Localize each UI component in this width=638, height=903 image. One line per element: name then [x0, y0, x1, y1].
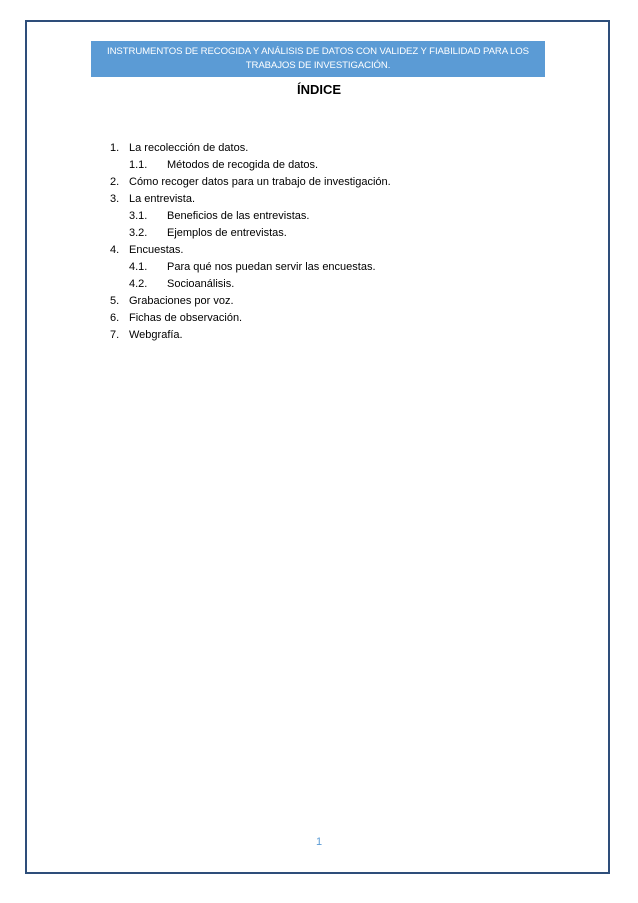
toc-entry-text: Fichas de observación. — [129, 312, 243, 324]
toc-entry — [110, 140, 570, 157]
toc-entry-number: 2. — [110, 176, 120, 188]
toc-entry-number: 3.1. — [129, 210, 148, 222]
toc-entry-text: Grabaciones por voz. — [129, 295, 234, 307]
toc-entry-number: 3. — [110, 193, 120, 205]
toc-entry — [110, 259, 570, 276]
page-title: ÍNDICE — [296, 82, 342, 97]
toc-entry-text: La entrevista. — [129, 193, 196, 205]
page-number: 1 — [315, 836, 323, 848]
toc-entry-number: 6. — [110, 312, 120, 324]
toc-entry-text: Webgrafía. — [129, 329, 183, 341]
toc-entry-number: 5. — [110, 295, 120, 307]
document-header — [91, 41, 545, 77]
toc-entry-number: 4.2. — [129, 278, 148, 290]
toc-entry-number: 3.2. — [129, 227, 148, 239]
toc-entry-text: Métodos de recogida de datos. — [167, 159, 319, 171]
toc-entry — [110, 157, 570, 174]
toc-entry — [110, 310, 570, 327]
toc-entry — [110, 208, 570, 225]
toc-entry-text: Socioanálisis. — [167, 278, 235, 290]
toc-entry — [110, 225, 570, 242]
toc-entry — [110, 242, 570, 259]
toc-entry-text: Para qué nos puedan servir las encuestas. — [167, 261, 376, 273]
toc-entry-number: 7. — [110, 329, 120, 341]
toc-entry-number: 4.1. — [129, 261, 148, 273]
header-line-2: TRABAJOS DE INVESTIGACIÓN. — [245, 60, 391, 71]
header-line-1: INSTRUMENTOS DE RECOGIDA Y ANÁLISIS DE DATOS CON VALIDEZ Y FIABILIDAD PARA LOS — [107, 46, 529, 57]
toc-entry-number: 1. — [110, 142, 120, 154]
toc-entry-text: Encuestas. — [129, 244, 184, 256]
toc-entry-number: 1.1. — [129, 159, 148, 171]
toc-entry — [110, 327, 570, 344]
toc-entry — [110, 293, 570, 310]
toc-entry — [110, 191, 570, 208]
toc-entry — [110, 276, 570, 293]
toc-entry — [110, 174, 570, 191]
toc-entry-text: Ejemplos de entrevistas. — [167, 227, 287, 239]
toc-entry-text: Cómo recoger datos para un trabajo de investigación. — [129, 176, 391, 188]
toc-entry-text: Beneficios de las entrevistas. — [167, 210, 310, 222]
table-of-contents — [110, 140, 570, 344]
toc-entry-number: 4. — [110, 244, 120, 256]
toc-entry-text: La recolección de datos. — [129, 142, 249, 154]
